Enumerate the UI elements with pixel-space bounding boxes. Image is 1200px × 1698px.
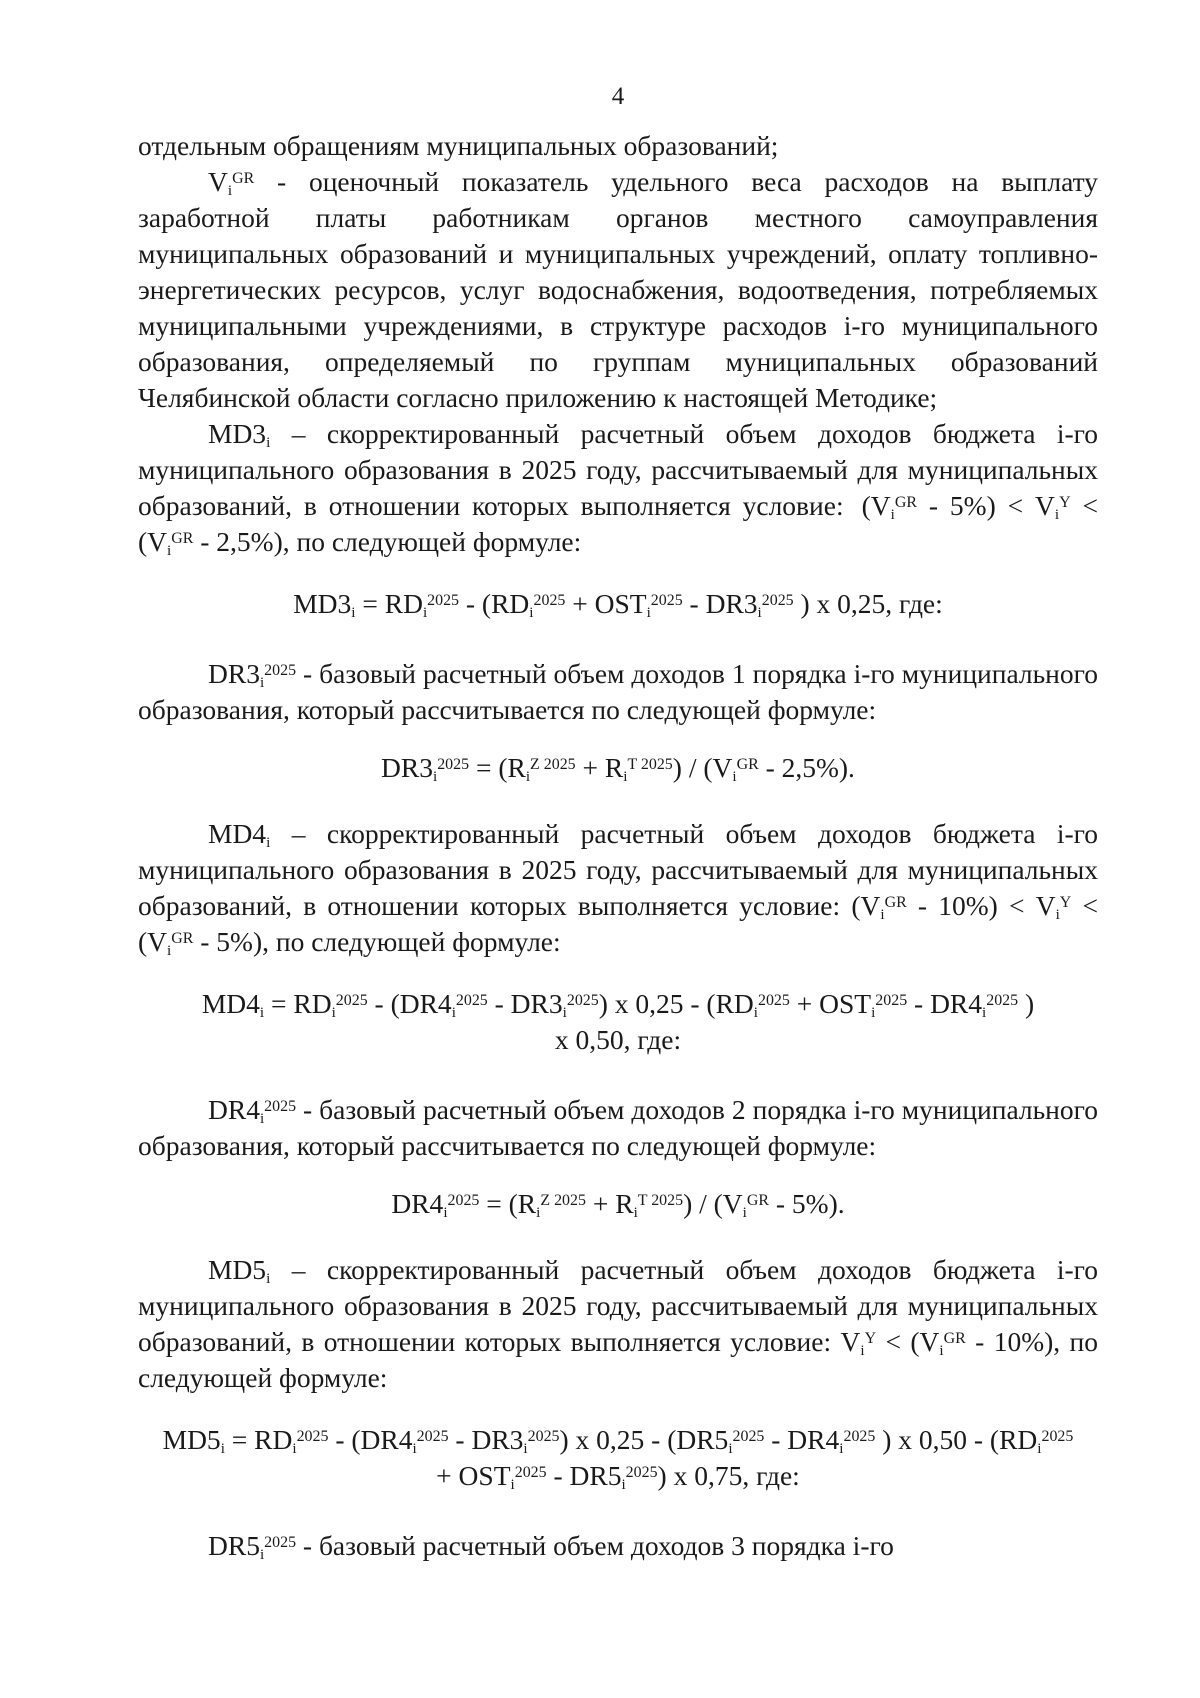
superscript-y: Y (864, 1330, 877, 1348)
superscript-year: 2025 (514, 1464, 547, 1482)
subscript-i: i (523, 1440, 528, 1457)
subscript-i: i (525, 768, 531, 785)
superscript-year: 2025 (437, 756, 470, 774)
formula-term: = RD (355, 588, 423, 619)
formula-term: ) х 0,50 - (RD (875, 1424, 1038, 1455)
formula-term: + OST (789, 988, 872, 1019)
formula-term: - 2,5%). (758, 752, 855, 783)
definition-text: – скорректированный расчетный объем доходов бюджета i-го муниципального образования в 2025 году, рассчитываемый для муниципальных образований, в отношении которых выполняется условие: (138, 418, 1098, 521)
formula-md5 (138, 1422, 1098, 1494)
condition-part: - 5%), по следующей формуле: (193, 926, 561, 957)
paragraph-intro-text: отдельным обращениям муниципальных образований; (138, 130, 779, 161)
subscript-i: i (220, 1440, 225, 1457)
condition-part: < (V (138, 890, 1099, 957)
formula-term: - (DR4 (328, 1424, 413, 1455)
subscript-i: i (1055, 906, 1060, 923)
formula-dr4 (138, 1186, 1098, 1222)
subscript-i: i (871, 1004, 876, 1021)
subscript-i: i (633, 1204, 638, 1221)
subscript-i: i (259, 1546, 265, 1563)
symbol-v: V (208, 166, 228, 197)
superscript-gr: GR (894, 494, 917, 512)
paragraph-md4-definition (138, 816, 1098, 960)
superscript-year: 2025 (533, 592, 566, 610)
formula-term: - DR4 (764, 1424, 840, 1455)
symbol-md5: MD5 (208, 1254, 267, 1285)
formula-term: = (R (479, 1188, 537, 1219)
subscript-i: i (412, 1440, 417, 1457)
formula-term: DR4 (391, 1188, 444, 1219)
subscript-i: i (351, 604, 356, 621)
formula-term: ) х 0,75, где: (657, 1460, 800, 1491)
formula-term: + R (575, 752, 624, 783)
definition-text: - базовый расчетный объем доходов 3 порядка i-го (296, 1530, 894, 1561)
paragraph-v-gr-definition (138, 164, 1098, 416)
formula-term: - 5%). (769, 1188, 845, 1219)
superscript-gr: GR (746, 1192, 770, 1210)
symbol-md3: MD3 (208, 418, 267, 449)
subscript-i: i (939, 1342, 944, 1359)
formula-term: - DR3 (487, 988, 563, 1019)
formula-term: = (R (469, 752, 526, 783)
condition-part: < (V (138, 490, 1099, 557)
subscript-i: i (422, 604, 428, 621)
formula-term: ) х 0,25 - (RD (598, 988, 754, 1019)
subscript-i: i (227, 182, 233, 199)
subscript-i: i (982, 1004, 987, 1021)
paragraph-dr5-definition (138, 1528, 1098, 1564)
subscript-i: i (536, 1204, 541, 1221)
superscript-z-year: Z 2025 (530, 756, 576, 774)
subscript-i: i (167, 542, 172, 559)
superscript-year: 2025 (625, 1464, 658, 1482)
formula-dr3 (138, 750, 1098, 786)
definition-text: – скорректированный расчетный объем доходов бюджета i-го муниципального образования в 2025 году, рассчитываемый для муниципальных образований, в отношении которых выполняется условие: (138, 1254, 1098, 1357)
superscript-year: 2025 (761, 592, 794, 610)
subscript-i: i (433, 768, 438, 785)
superscript-gr: GR (884, 894, 907, 912)
formula-term: DR3 (381, 752, 433, 783)
formula-md4 (138, 986, 1098, 1058)
superscript-t-year: T 2025 (637, 1192, 684, 1210)
superscript-year: 2025 (447, 1192, 480, 1210)
formula-term: х 0,50, где: (554, 1024, 682, 1055)
subscript-i: i (331, 1004, 336, 1021)
formula-term: ) х 0,25 - (DR5 (559, 1424, 729, 1455)
superscript-year: 2025 (264, 662, 297, 680)
formula-term: + OST (565, 588, 647, 619)
definition-text: - базовый расчетный объем доходов 1 порядка i-го муниципального образования, который рассчитывается по следующей формуле: (138, 658, 1098, 725)
superscript-year: 2025 (566, 992, 599, 1010)
condition-part: < (V (876, 1326, 940, 1357)
formula-md3 (138, 586, 1098, 622)
paragraph-md5-definition (138, 1252, 1098, 1396)
superscript-year: 2025 (527, 1428, 560, 1446)
superscript-y: Y (1059, 494, 1071, 512)
superscript-t-year: T 2025 (627, 756, 673, 774)
formula-term: = RD (224, 1424, 293, 1455)
condition-part: - 2,5%), по следующей формуле: (193, 526, 582, 557)
page-number: 4 (611, 83, 625, 110)
subscript-i: i (266, 434, 271, 451)
superscript-gr: GR (171, 930, 194, 948)
subscript-i: i (259, 1004, 265, 1021)
paragraph-dr4-definition (138, 1092, 1098, 1164)
symbol-dr5: DR5 (208, 1530, 260, 1561)
formula-term: - (DR4 (367, 988, 452, 1019)
superscript-gr: GR (943, 1330, 966, 1348)
subscript-i: i (732, 768, 737, 785)
superscript-year: 2025 (875, 992, 908, 1010)
superscript-year: 2025 (335, 992, 368, 1010)
definition-text: – скорректированный расчетный объем доходов бюджета i-го муниципального образования в 2025 году, рассчитываемый для муниципальных образований, в отношении которых выполняется условие: (138, 818, 1098, 921)
formula-term: ) / (V (683, 1188, 743, 1219)
symbol-dr4: DR4 (208, 1094, 260, 1125)
paragraph-md3-definition (138, 416, 1098, 560)
condition-part: - 5%) < V (916, 490, 1055, 521)
subscript-i: i (266, 834, 271, 851)
subscript-i: i (646, 604, 651, 621)
superscript-year: 2025 (416, 1428, 449, 1446)
subscript-i: i (1037, 1440, 1042, 1457)
paragraph-intro (138, 128, 1098, 164)
formula-term: MD5 (162, 1424, 221, 1455)
superscript-year: 2025 (455, 992, 488, 1010)
subscript-i: i (757, 604, 762, 621)
superscript-gr: GR (171, 530, 194, 548)
superscript-year: 2025 (732, 1428, 765, 1446)
subscript-i: i (753, 1004, 758, 1021)
formula-term: = RD (264, 988, 332, 1019)
superscript-year: 2025 (757, 992, 790, 1010)
subscript-i: i (259, 674, 265, 691)
formula-term: ) (1018, 988, 1035, 1019)
definition-text: - базовый расчетный объем доходов 2 порядка i-го муниципального образования, который рассчитывается по следующей формуле: (138, 1094, 1098, 1161)
superscript-y: Y (1059, 894, 1072, 912)
condition-part: (V (851, 890, 881, 921)
formula-term: + R (585, 1188, 634, 1219)
symbol-md4: MD4 (208, 818, 267, 849)
formula-term: + OST (436, 1460, 511, 1491)
superscript-z-year: Z 2025 (540, 1192, 586, 1210)
subscript-i: i (860, 1342, 865, 1359)
subscript-i: i (266, 1270, 271, 1287)
subscript-i: i (890, 506, 895, 523)
formula-term: - DR3 (448, 1424, 524, 1455)
subscript-i: i (839, 1440, 844, 1457)
superscript-year: 2025 (264, 1098, 297, 1116)
formula-term: ) / (V (672, 752, 733, 783)
formula-term: - DR4 (907, 988, 983, 1019)
subscript-i: i (510, 1476, 515, 1493)
subscript-i: i (623, 768, 628, 785)
formula-term: MD3 (293, 588, 352, 619)
subscript-i: i (292, 1440, 297, 1457)
subscript-i: i (621, 1476, 626, 1493)
subscript-i: i (562, 1004, 567, 1021)
condition-part: V (840, 1326, 861, 1357)
formula-term: MD4 (201, 988, 260, 1019)
superscript-year: 2025 (427, 592, 460, 610)
superscript-year: 2025 (843, 1428, 876, 1446)
paragraph-dr3-definition (138, 656, 1098, 728)
formula-term: - (RD (459, 588, 530, 619)
subscript-i: i (1054, 506, 1060, 523)
subscript-i: i (742, 1204, 747, 1221)
superscript-gr: GR (736, 756, 759, 774)
superscript-year: 2025 (296, 1428, 329, 1446)
subscript-i: i (451, 1004, 456, 1021)
formula-term: ) х 0,25, где: (793, 588, 943, 619)
superscript-gr: GR (232, 170, 255, 188)
subscript-i: i (529, 604, 534, 621)
superscript-year: 2025 (650, 592, 683, 610)
superscript-year: 2025 (1041, 1428, 1074, 1446)
subscript-i: i (167, 942, 172, 959)
superscript-year: 2025 (264, 1534, 297, 1552)
definition-text: - оценочный показатель удельного веса расходов на выплату заработной платы работникам органов местного самоуправления муниципальных образований и муниципальных учреждений, оплату топливно-энергетических ресурсов, услуг водоснабжения, водоотведения, потребляемых муниципальными учреждениями, в структуре расходов i-го муниципального образования, определяемый по группам муниципальных образований Челябинской области согласно приложению к настоящей Методике; (138, 166, 1098, 413)
subscript-i: i (443, 1204, 448, 1221)
subscript-i: i (880, 906, 885, 923)
condition-part: - 10%) < V (906, 890, 1056, 921)
subscript-i: i (259, 1110, 265, 1127)
condition-part: - 10%), по следующей формуле: (138, 1326, 1098, 1393)
formula-term: - DR3 (682, 588, 758, 619)
superscript-year: 2025 (986, 992, 1019, 1010)
subscript-i: i (728, 1440, 733, 1457)
symbol-dr3: DR3 (208, 658, 260, 689)
condition-part: (V (861, 490, 891, 521)
formula-term: - DR5 (546, 1460, 622, 1491)
